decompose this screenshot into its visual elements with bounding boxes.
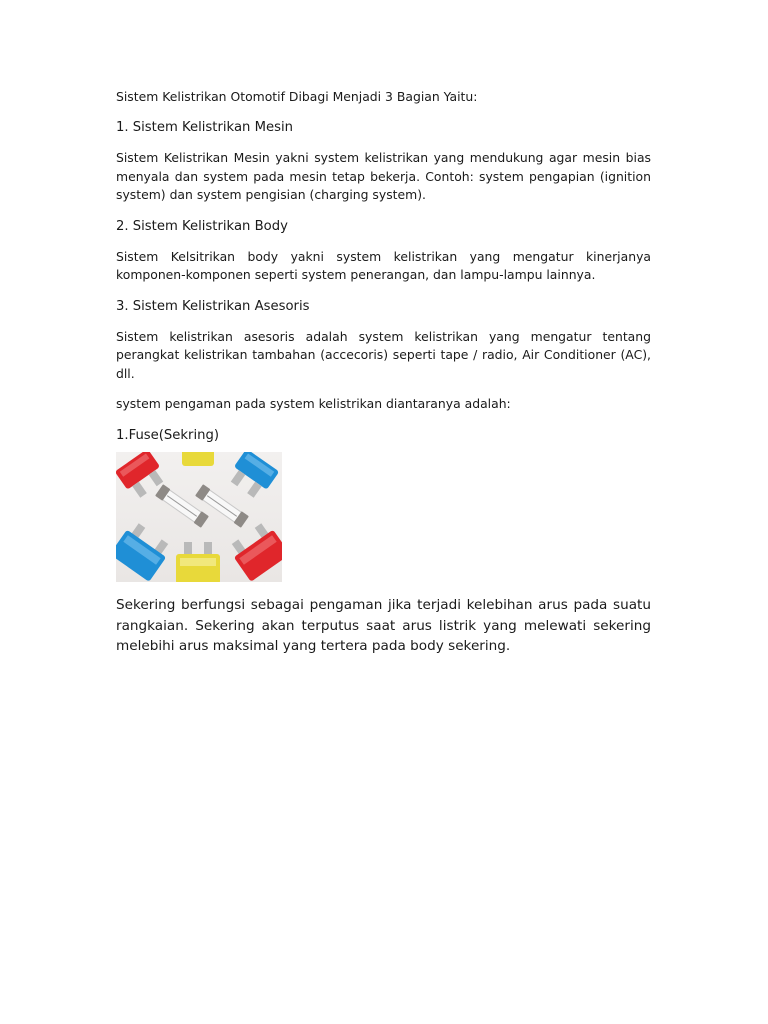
intro-text: Sistem Kelistrikan Otomotif Dibagi Menjadi 3 Bagian Yaitu:	[116, 89, 478, 104]
section-heading-body: 2. Sistem Kelistrikan Body	[116, 218, 288, 234]
fuse-photo	[116, 452, 282, 582]
fuse-illustration	[116, 452, 282, 582]
section-body-body: Sistem Kelsitrikan body yakni system kelistrikan yang mengatur kinerjanya komponen-komponen seperti system penerangan, dan lampu-lampu lainnya.	[116, 248, 651, 282]
section-heading-mesin: 1. Sistem Kelistrikan Mesin	[116, 120, 293, 135]
section-heading-asesoris: 3. Sistem Kelistrikan Asesoris	[116, 298, 310, 314]
section-body-mesin: Sistem Kelistrikan Mesin yakni system kelistrikan yang mendukung agar mesin bias menyala dan system pada mesin tetap bekerja. Contoh: system pengapian (ignition system) dan system pengisian (charging system).	[116, 150, 651, 202]
section-body-asesoris: Sistem kelistrikan asesoris adalah system kelistrikan yang mengatur tentang perangkat kelistrikan tambahan (accecoris) seperti tape / radio, Air Conditioner (AC), dll.	[116, 328, 651, 381]
document-page	[116, 88, 651, 657]
fuse-title: 1.Fuse(Sekring)	[116, 428, 220, 443]
safety-intro-text: system pengaman pada system kelistrikan diantaranya adalah:	[116, 396, 511, 411]
fuse-description: Sekering berfungsi sebagai pengaman jika terjadi kelebihan arus pada suatu rangkaian. Sekering akan terputus saat arus listrik yang melewati sekering melebihi arus maksimal yang tertera pada body sekering.	[116, 597, 651, 654]
